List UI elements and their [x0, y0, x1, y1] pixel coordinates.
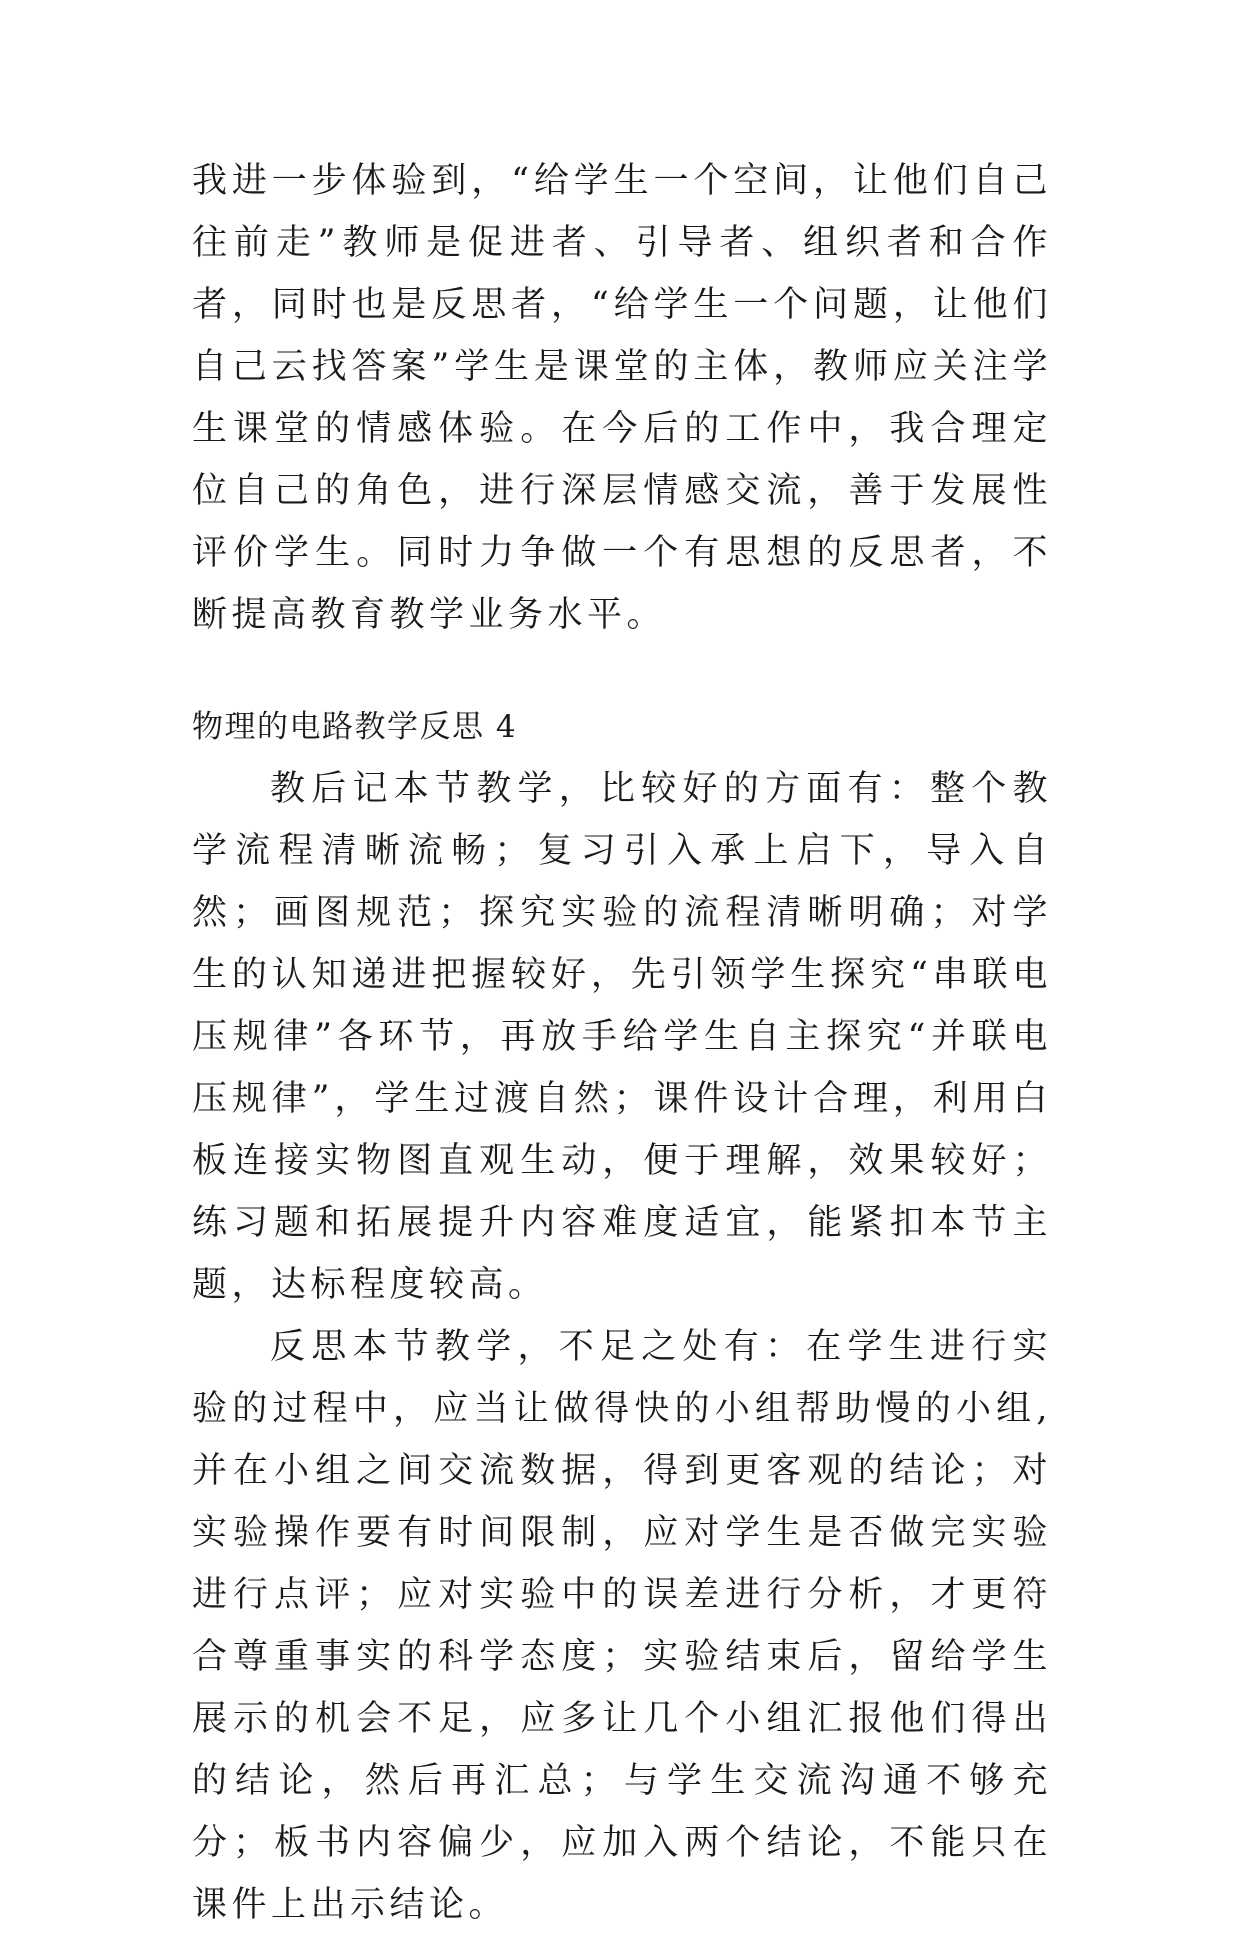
section-title: 物理的电路教学反思 4: [192, 709, 518, 745]
document-page: [192, 150, 1052, 1936]
paragraph-weaknesses: 反思本节教学，不足之处有：在学生进行实验的过程中，应当让做得快的小组帮助慢的小组,并在小组之间交流数据，得到更客观的结论；对实验操作要有时间限制，应对学生是否做完实验进行点评；应对实验中的误差进行分析，才更符合尊重事实的科学态度；实验结束后，留给学生展示的机会不足，应多让几个小组汇报他们得出的结论，然后再汇总；与学生交流沟通不够充分；板书内容偏少，应加入两个结论，不能只在课件上出示结论。: [192, 1327, 1052, 1925]
paragraph-strengths: 教后记本节教学，比较好的方面有：整个教学流程清晰流畅；复习引入承上启下，导入自然；画图规范；探究实验的流程清晰明确；对学生的认知递进把握较好，先引领学生探究“串联电压规律”各环节，再放手给学生自主探究“并联电压规律”，学生过渡自然；课件设计合理，利用白板连接实物图直观生动，便于理解，效果较好；练习题和拓展提升内容难度适宜，能紧扣本节主题，达标程度较高。: [192, 769, 1052, 1305]
paragraph-continuation: 我进一步体验到，“给学生一个空间，让他们自己往前走”教师是促进者、引导者、组织者和合作者，同时也是反思者，“给学生一个问题，让他们自己云找答案”学生是课堂的主体，教师应关注学生课堂的情感体验。在今后的工作中，我合理定位自己的角色，进行深层情感交流，善于发展性评价学生。同时力争做一个有思想的反思者，不断提高教育教学业务水平。: [192, 161, 1052, 635]
